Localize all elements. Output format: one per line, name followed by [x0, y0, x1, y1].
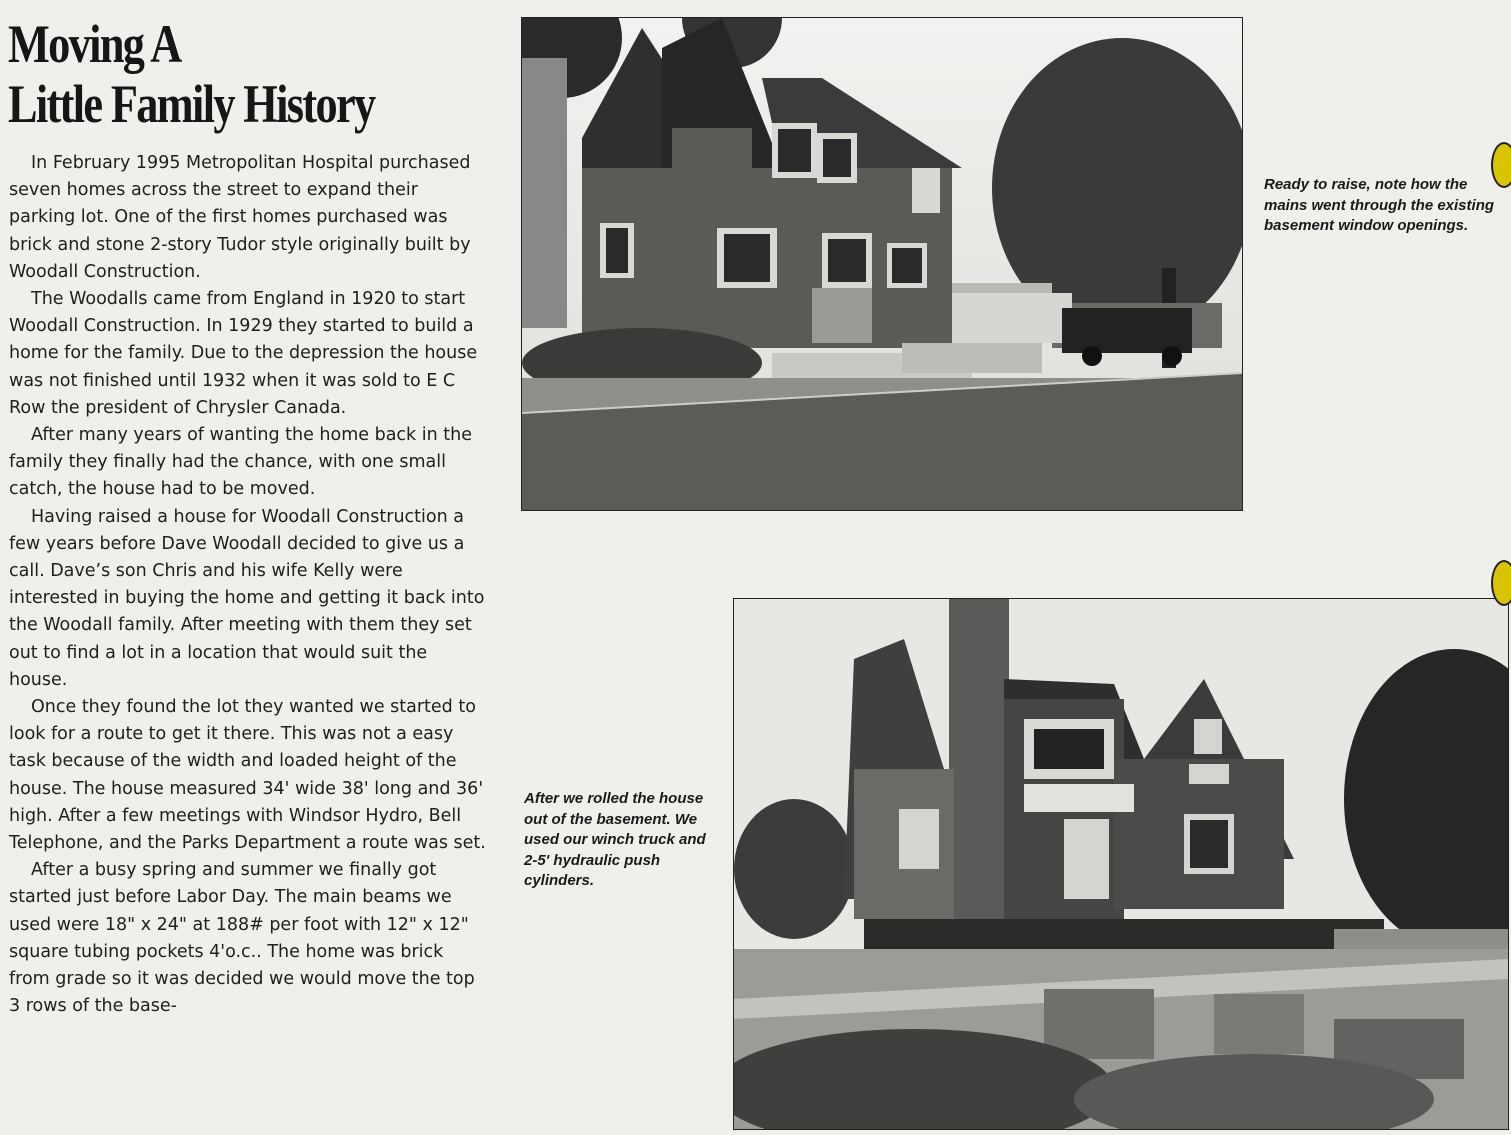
article-body [9, 150, 487, 1021]
photo-house-2-illustration [734, 599, 1508, 1129]
title-line-1: Moving A [8, 14, 181, 74]
paragraph: The Woodalls came from England in 1920 to start Woodall Construction. In 1929 they started to build a home for the family. Due to the depression the house was not finished until 1932 when it was sold to E C Row the president of Chrysler Canada. [9, 289, 478, 418]
binder-tab-marker [1491, 142, 1511, 188]
paragraph: After many years of wanting the home back in the family they finally had the chance, with one small catch, the house had to be moved. [9, 425, 472, 500]
paragraph: Having raised a house for Woodall Construction a few years before Dave Woodall decided to give us a call. Dave’s son Chris and his wife Kelly were interested in buying the home and getting it back into the Woodall family. After meeting with them they set out to find a lot in a location that would suit the house. [9, 506, 485, 690]
photo-house-ready-to-raise [521, 17, 1243, 511]
paragraph: In February 1995 Metropolitan Hospital purchased seven homes across the street to expand their parking lot. One of the first homes purchased was brick and stone 2-story Tudor style originally built by Woodall Construction. [9, 153, 471, 282]
photo-house-rolled-out [733, 598, 1509, 1130]
paragraph: Once they found the lot they wanted we started to look for a route to get it there. This was not a easy task because of the width and loaded height of the house. The house measured 34' wide 38' long and 36' high. After a few meetings with Windsor Hydro, Bell Telephone, and the Parks Department a route was set. [9, 697, 486, 854]
binder-tab-marker [1491, 560, 1511, 606]
title-line-2: Little Family History [8, 74, 375, 134]
caption-photo-1: Ready to raise, note how the mains went through the existing basement window openings. [1264, 176, 1495, 234]
article-title [8, 14, 418, 134]
photo-house-1-illustration [522, 18, 1242, 510]
caption-photo-2: After we rolled the house out of the basement. We used our winch truck and 2-5' hydraulic push cylinders. [524, 790, 706, 889]
paragraph: After a busy spring and summer we finally got started just before Labor Day. The main beams we used were 18" x 24" at 188# per foot with 12" x 12" square tubing pockets 4'o.c.. The home was brick from grade so it was decided we would move the top 3 rows of the base- [9, 860, 475, 1017]
